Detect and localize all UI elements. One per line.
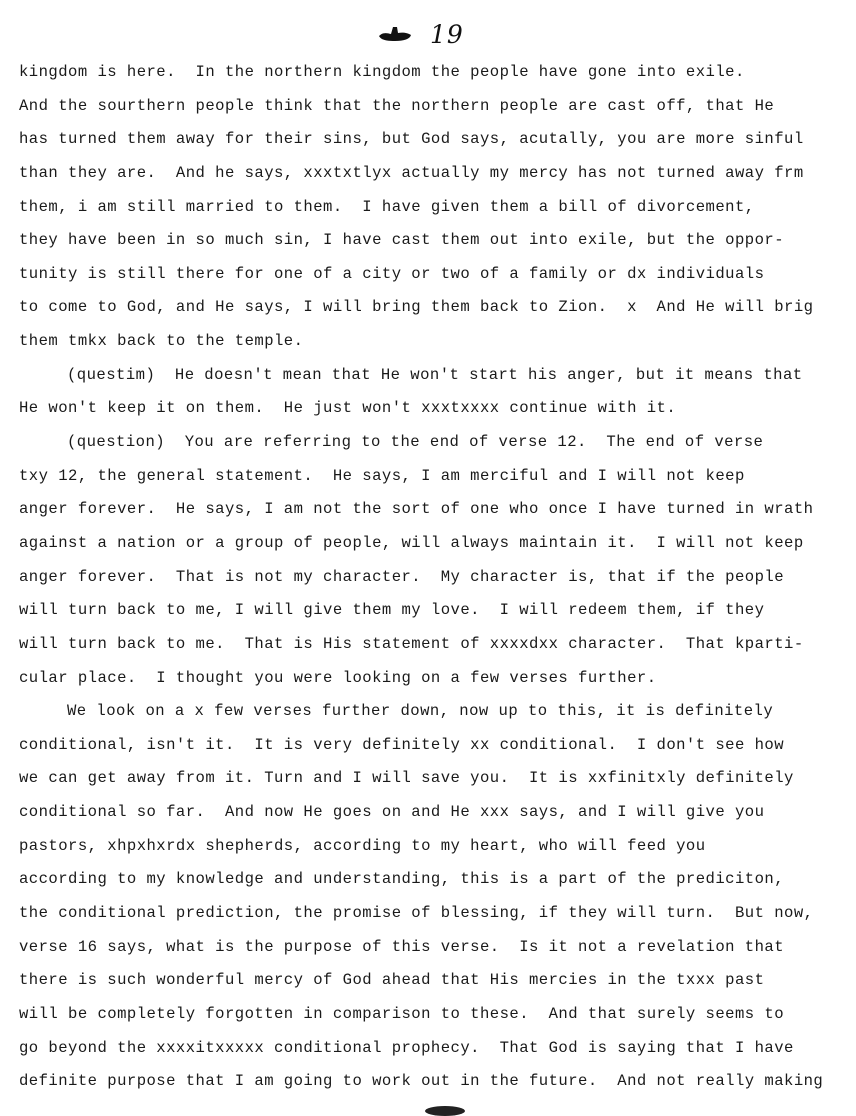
text-line: verse 16 says, what is the purpose of this verse. Is it not a revelation that: [19, 937, 785, 956]
text-line: them tmkx back to the temple.: [19, 332, 304, 351]
text-line: will turn back to me. That is His statement of xxxxdxx character. That kparti-: [19, 634, 804, 653]
text-line: to come to God, and He says, I will bring them back to Zion. x And He will brig: [19, 298, 814, 317]
text-line: go beyond the xxxxitxxxxx conditional prophecy. That God is saying that I have: [19, 1038, 794, 1057]
text-line: against a nation or a group of people, will always maintain it. I will not keep: [19, 533, 804, 552]
text-line: anger forever. That is not my character. My character is, that if the people: [19, 567, 785, 586]
text-line: we can get away from it. Turn and I will save you. It is xxfinitxly definitely: [19, 769, 794, 788]
text-line: according to my knowledge and understanding, this is a part of the prediciton,: [19, 870, 785, 889]
text-line: there is such wonderful mercy of God ahead that His mercies in the txxx past: [19, 971, 765, 990]
text-line: txy 12, the general statement. He says, I am merciful and I will not keep: [19, 466, 745, 485]
text-line: definite purpose that I am going to work out in the future. And not really making: [19, 1072, 824, 1091]
text-line: kingdom is here. In the northern kingdom the people have gone into exile.: [19, 63, 745, 81]
text-line: (question) You are referring to the end of verse 12. The end of verse: [67, 433, 764, 452]
typed-text-body: [19, 56, 849, 1099]
text-line: the conditional prediction, the promise of blessing, if they will turn. But now,: [19, 904, 814, 923]
page-header: [0, 18, 856, 52]
text-line: has turned them away for their sins, but God says, acutally, you are more sinful: [19, 130, 804, 149]
text-line: conditional so far. And now He goes on and He xxx says, and I will give you: [19, 803, 765, 822]
text-line: conditional, isn't it. It is very definitely xx conditional. I don't see how: [19, 735, 785, 754]
text-line: tunity is still there for one of a city or two of a family or dx individuals: [19, 264, 765, 283]
text-line: And the sourthern people think that the northern people are cast off, that He: [19, 96, 775, 115]
text-line: He won't keep it on them. He just won't xxxtxxxx continue with it.: [19, 399, 677, 418]
text-line: cular place. I thought you were looking on a few verses further.: [19, 668, 657, 687]
ink-blot-icon: [377, 24, 413, 44]
text-line: will turn back to me, I will give them my love. I will redeem them, if they: [19, 601, 765, 620]
text-line: will be completely forgotten in comparison to these. And that surely seems to: [19, 1004, 785, 1023]
text-line: than they are. And he says, xxxtxtlyx actually my mercy has not turned away frm: [19, 163, 804, 182]
ink-smudge-icon: [425, 1106, 465, 1116]
text-line: pastors, xhpxhxrdx shepherds, according to my heart, who will feed you: [19, 836, 706, 855]
text-line: We look on a x few verses further down, now up to this, it is definitely: [67, 702, 774, 721]
text-line: (questim) He doesn't mean that He won't start his anger, but it means that: [67, 365, 803, 384]
text-line: they have been in so much sin, I have cast them out into exile, but the oppor-: [19, 231, 785, 250]
text-line: them, i am still married to them. I have given them a bill of divorcement,: [19, 197, 755, 216]
text-line: anger forever. He says, I am not the sort of one who once I have turned in wrath: [19, 500, 814, 519]
page-number: 19: [430, 20, 464, 49]
